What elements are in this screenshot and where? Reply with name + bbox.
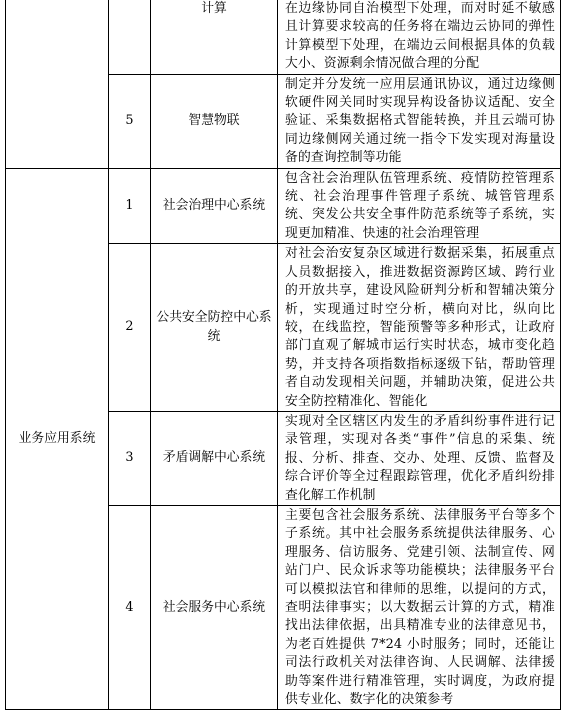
system-name: 计算 bbox=[151, 0, 278, 74]
system-description: 主要包含社会服务系统、法律服务平台等多个子系统。其中社会服务系统提供法律服务、心理服务、信访服务、党建引领、法制宣传、网站门户、民众诉求等功能模块；法律服务平台可以模拟法官和律师的思维，以提问的方式，查明法律事实；以大数据云计算的方式，精准找出法律依据，出具精准专业的法律意见书，为老百姓提供 7*24 小时服务；同时，还能让司法行政机关对法律咨询、人民调解、法律援助等案件进行精准管理，实时调度，为政府提供专业化、数字化的决策参考 bbox=[278, 505, 561, 709]
row-number: 3 bbox=[109, 411, 151, 505]
row-number bbox=[109, 0, 151, 74]
row-number: 2 bbox=[109, 244, 151, 412]
system-name: 社会服务中心系统 bbox=[151, 505, 278, 709]
system-description: 在边缘协同自治模型下处理，而对时延不敏感且计算要求较高的任务将在端边云协同的弹性计算模型下处理，在端边云间根据具体的负载大小、资源剩余情况做合理的分配 bbox=[278, 0, 561, 74]
row-number: 4 bbox=[109, 505, 151, 709]
row-number: 5 bbox=[109, 74, 151, 168]
table-row bbox=[6, 0, 561, 74]
system-name: 矛盾调解中心系统 bbox=[151, 411, 278, 505]
table-row bbox=[6, 168, 561, 244]
category-cell-blank bbox=[6, 0, 109, 168]
system-name: 社会治理中心系统 bbox=[151, 168, 278, 244]
row-number: 1 bbox=[109, 168, 151, 244]
system-spec-table bbox=[5, 0, 561, 710]
category-label: 业务应用系统 bbox=[6, 168, 109, 710]
system-name: 智慧物联 bbox=[151, 74, 278, 168]
system-description: 实现对全区辖区内发生的矛盾纠纷事件进行记录管理，实现对各类“事件”信息的采集、统报、分析、排查、交办、处理、反馈、监督及综合评价等全过程跟踪管理，优化矛盾纠纷排查化解工作机制 bbox=[278, 411, 561, 505]
system-description: 包含社会治理队伍管理系统、疫情防控管理系统、社会治理事件管理子系统、城管管理系统、突发公共安全事件防范系统等子系统，实现更加精准、快速的社会治理管理 bbox=[278, 168, 561, 244]
system-description: 制定并分发统一应用层通讯协议，通过边缘侧软硬件网关同时实现异构设备协议适配、安全验证、采集数据格式智能转换，并且云端可协同边缘侧网关通过统一指令下发实现对海量设备的查询控制等功能 bbox=[278, 74, 561, 168]
system-description: 对社会治安复杂区域进行数据采集，拓展重点人员数据接入，推进数据资源跨区域、跨行业的开放共享，建设风险研判分析和智辅决策分析，实现通过时空分析，横向对比，纵向比较，在线监控，智能预警等多种形式，让政府部门直观了解城市运行实时状态，城市变化趋势，并支持各项指数指标逐级下钻，帮助管理者自动发现相关问题，并辅助决策，促进公共安全防控精准化、智能化 bbox=[278, 244, 561, 412]
system-name: 公共安全防控中心系统 bbox=[151, 244, 278, 412]
